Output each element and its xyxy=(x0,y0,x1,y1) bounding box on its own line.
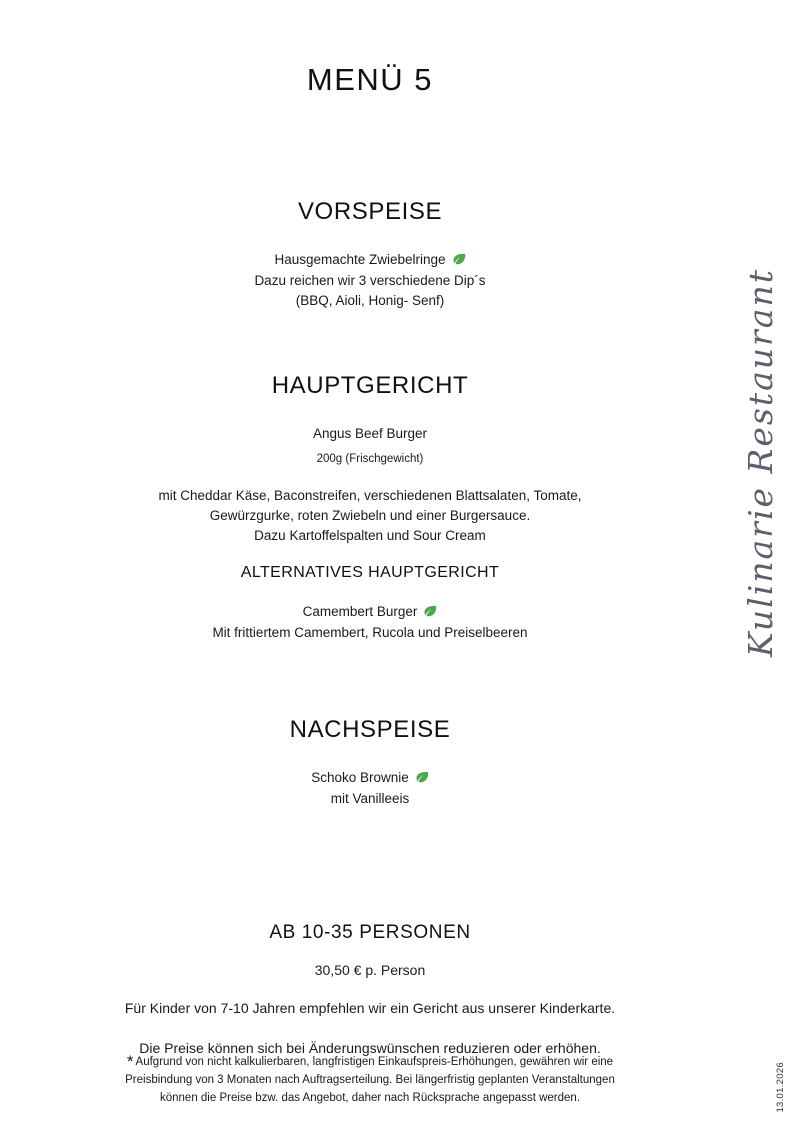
leaf-icon xyxy=(415,769,429,789)
vorspeise-line-2: Dazu reichen wir 3 verschiedene Dip´s xyxy=(254,273,486,288)
hauptgericht-weight: 200g (Frischgewicht) xyxy=(316,453,424,465)
footer-disclaimer xyxy=(0,1053,740,1107)
hauptgericht-desc-1: mit Cheddar Käse, Baconstreifen, verschiedenen Blattsalaten, Tomate, xyxy=(158,488,582,503)
disclaimer-text-1: Aufgrund von nicht kalkulierbaren, langfristigen Einkaufspreis-Erhöhungen, gewähren wir eine xyxy=(135,1056,614,1068)
alternatives-dish-label: Camembert Burger xyxy=(302,604,418,619)
section-heading-alternatives: ALTERNATIVES HAUPTGERICHT xyxy=(240,564,500,581)
section-nachspeise xyxy=(0,716,740,809)
page-title: MENÜ 5 xyxy=(306,62,434,97)
disclaimer-line-3: können die Preise bzw. das Angebot, daher nach Rücksprache angepasst werden. xyxy=(159,1092,581,1104)
nachspeise-dish-label: Schoko Brownie xyxy=(311,770,409,785)
section-heading-hauptgericht: HAUPTGERICHT xyxy=(271,372,469,399)
alternatives-dish xyxy=(0,602,740,623)
footer-price: 30,50 € p. Person xyxy=(314,962,426,978)
disclaimer-line-1 xyxy=(0,1053,740,1071)
hauptgericht-dish: Angus Beef Burger xyxy=(312,426,428,441)
section-heading-vorspeise: VORSPEISE xyxy=(297,198,443,225)
leaf-icon xyxy=(452,251,466,271)
section-alternatives-hauptgericht xyxy=(0,564,740,643)
hauptgericht-desc-3: Dazu Kartoffelspalten und Sour Cream xyxy=(254,528,486,543)
footer-note-kids: Für Kinder von 7-10 Jahren empfehlen wir ein Gericht aus unserer Kinderkarte. xyxy=(124,1000,616,1016)
section-hauptgericht xyxy=(0,372,740,546)
vorspeise-dish-label: Hausgemachte Zwiebelringe xyxy=(274,252,446,267)
section-vorspeise xyxy=(0,198,740,311)
hauptgericht-desc-2: Gewürzgurke, roten Zwiebeln und einer Burgersauce. xyxy=(209,508,531,523)
nachspeise-desc: mit Vanilleeis xyxy=(330,791,410,806)
alternatives-desc: Mit frittiertem Camembert, Rucola und Preiselbeeren xyxy=(212,625,528,640)
brand-wordmark: Kulinarie Restaurant xyxy=(741,268,780,658)
document-date: 13.01.2026 xyxy=(775,1062,786,1113)
section-heading-nachspeise: NACHSPEISE xyxy=(289,716,451,743)
leaf-icon xyxy=(423,603,437,623)
footer-note-prices: Die Preise können sich bei Änderungswünschen reduzieren oder erhöhen. xyxy=(139,1040,601,1056)
asterisk-marker: * xyxy=(126,1052,134,1071)
footer-persons: AB 10-35 PERSONEN xyxy=(269,922,471,943)
nachspeise-dish xyxy=(0,768,740,789)
vorspeise-line-1 xyxy=(0,250,740,271)
vorspeise-line-3: (BBQ, Aioli, Honig- Senf) xyxy=(295,293,445,308)
disclaimer-line-2: Preisbindung von 3 Monaten nach Auftragserteilung. Bei längerfristig geplanten Veranstaltungen xyxy=(125,1074,615,1086)
